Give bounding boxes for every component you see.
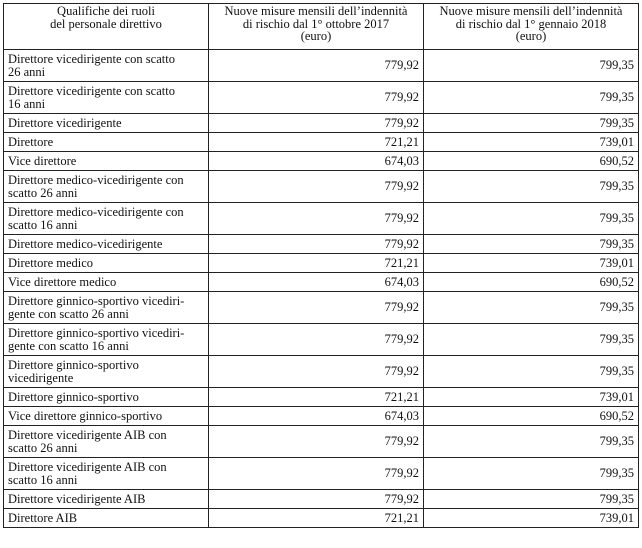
text-line: Vice direttore medico <box>8 274 117 289</box>
value-2018-cell: 799,35 <box>424 292 639 324</box>
qualifica-cell <box>4 171 209 203</box>
value-2018-cell: 799,35 <box>424 324 639 356</box>
qualifica-cell <box>4 133 209 152</box>
text-line: Direttore medico <box>8 255 94 270</box>
value-2017-cell: 779,92 <box>209 324 424 356</box>
qualifica-cell <box>4 203 209 235</box>
value-2018-cell: 799,35 <box>424 458 639 490</box>
table-row <box>4 114 639 133</box>
value-2018-cell: 690,52 <box>424 273 639 292</box>
indemnity-table <box>3 3 639 528</box>
text-line: Direttore ginnico-sportivo vicediri- <box>8 294 185 308</box>
table-body <box>4 50 639 528</box>
table-row <box>4 388 639 407</box>
text-line: di rischio dal 1° gennaio 2018 <box>455 16 607 31</box>
table-row <box>4 407 639 426</box>
qualifica-cell <box>4 235 209 254</box>
table-row <box>4 254 639 273</box>
value-2018-cell: 690,52 <box>424 407 639 426</box>
value-2018-cell: 690,52 <box>424 152 639 171</box>
value-2017-cell: 779,92 <box>209 356 424 388</box>
text-line: Direttore ginnico-sportivo <box>8 389 139 404</box>
value-2017-cell: 674,03 <box>209 407 424 426</box>
value-2017-cell: 721,21 <box>209 133 424 152</box>
value-2017-cell: 779,92 <box>209 426 424 458</box>
text-line: 26 anni <box>8 64 46 79</box>
qualifica-cell <box>4 50 209 82</box>
text-line: Direttore vicedirigente AIB con <box>8 460 167 474</box>
text-line: Direttore vicedirigente con scatto <box>8 52 175 66</box>
qualifica-cell <box>4 509 209 528</box>
text-line: Direttore medico-vicedirigente con <box>8 173 184 187</box>
qualifica-cell <box>4 324 209 356</box>
qualifica-cell <box>4 407 209 426</box>
table-row <box>4 82 639 114</box>
qualifica-cell <box>4 426 209 458</box>
value-2018-cell: 739,01 <box>424 133 639 152</box>
text-line: Direttore AIB <box>8 510 78 525</box>
header-gennaio-2018 <box>424 4 639 50</box>
text-line: Direttore ginnico-sportivo <box>8 358 139 372</box>
value-2017-cell: 779,92 <box>209 114 424 133</box>
text-line: (euro) <box>300 29 332 43</box>
qualifica-cell <box>4 152 209 171</box>
text-line: Direttore ginnico-sportivo vicediri- <box>8 326 185 340</box>
text-line: Direttore vicedirigente con scatto <box>8 84 175 98</box>
value-2017-cell: 779,92 <box>209 50 424 82</box>
value-2018-cell: 799,35 <box>424 356 639 388</box>
text-line: scatto 16 anni <box>8 217 78 232</box>
value-2017-cell: 779,92 <box>209 490 424 509</box>
qualifica-cell <box>4 356 209 388</box>
qualifica-cell <box>4 273 209 292</box>
text-line: gente con scatto 16 anni <box>8 338 129 353</box>
text-line: gente con scatto 26 anni <box>8 306 129 321</box>
qualifica-cell <box>4 82 209 114</box>
table-row <box>4 292 639 324</box>
qualifica-cell <box>4 458 209 490</box>
text-line: Vice direttore ginnico-sportivo <box>8 408 163 423</box>
text-line: di rischio dal 1° ottobre 2017 <box>242 16 390 31</box>
text-line: 16 anni <box>8 96 46 111</box>
table-row <box>4 50 639 82</box>
value-2017-cell: 779,92 <box>209 458 424 490</box>
text-line: Vice direttore <box>8 153 77 168</box>
value-2018-cell: 799,35 <box>424 235 639 254</box>
qualifica-cell <box>4 114 209 133</box>
table-row <box>4 324 639 356</box>
text-line: Direttore vicedirigente AIB <box>8 491 146 506</box>
table-row <box>4 458 639 490</box>
qualifica-cell <box>4 292 209 324</box>
value-2017-cell: 721,21 <box>209 509 424 528</box>
table-row <box>4 509 639 528</box>
value-2017-cell: 779,92 <box>209 82 424 114</box>
value-2018-cell: 799,35 <box>424 426 639 458</box>
value-2018-cell: 799,35 <box>424 114 639 133</box>
text-line: Nuove misure mensili dell’indennità <box>439 4 623 18</box>
value-2018-cell: 739,01 <box>424 388 639 407</box>
table-row <box>4 356 639 388</box>
text-line: Direttore medico-vicedirigente <box>8 236 163 251</box>
value-2017-cell: 721,21 <box>209 254 424 273</box>
qualifica-cell <box>4 490 209 509</box>
value-2018-cell: 799,35 <box>424 82 639 114</box>
table-row <box>4 171 639 203</box>
text-line: (euro) <box>515 29 547 43</box>
text-line: del personale direttivo <box>50 16 162 31</box>
text-line: scatto 26 anni <box>8 440 78 455</box>
table-row <box>4 203 639 235</box>
text-line: vicedirigente <box>8 370 74 385</box>
text-line: Direttore vicedirigente <box>8 115 122 130</box>
value-2018-cell: 799,35 <box>424 490 639 509</box>
text-line: Direttore medico-vicedirigente con <box>8 205 184 219</box>
value-2017-cell: 674,03 <box>209 152 424 171</box>
value-2017-cell: 721,21 <box>209 388 424 407</box>
table-row <box>4 273 639 292</box>
text-line: Nuove misure mensili dell’indennità <box>224 4 408 18</box>
value-2017-cell: 779,92 <box>209 292 424 324</box>
value-2017-cell: 674,03 <box>209 273 424 292</box>
table-row <box>4 426 639 458</box>
text-line: scatto 26 anni <box>8 185 78 200</box>
qualifica-cell <box>4 254 209 273</box>
value-2017-cell: 779,92 <box>209 235 424 254</box>
value-2018-cell: 799,35 <box>424 50 639 82</box>
table-row <box>4 152 639 171</box>
text-line: Direttore <box>8 134 54 149</box>
table-row <box>4 133 639 152</box>
header-qualifiche <box>4 4 209 50</box>
value-2018-cell: 739,01 <box>424 254 639 273</box>
table-row <box>4 235 639 254</box>
value-2017-cell: 779,92 <box>209 171 424 203</box>
table-row <box>4 490 639 509</box>
value-2018-cell: 739,01 <box>424 509 639 528</box>
header-row <box>4 4 639 50</box>
text-line: Direttore vicedirigente AIB con <box>8 428 167 442</box>
header-ottobre-2017 <box>209 4 424 50</box>
value-2018-cell: 799,35 <box>424 203 639 235</box>
value-2017-cell: 779,92 <box>209 203 424 235</box>
text-line: Qualifiche dei ruoli <box>57 4 155 18</box>
value-2018-cell: 799,35 <box>424 171 639 203</box>
qualifica-cell <box>4 388 209 407</box>
text-line: scatto 16 anni <box>8 472 78 487</box>
